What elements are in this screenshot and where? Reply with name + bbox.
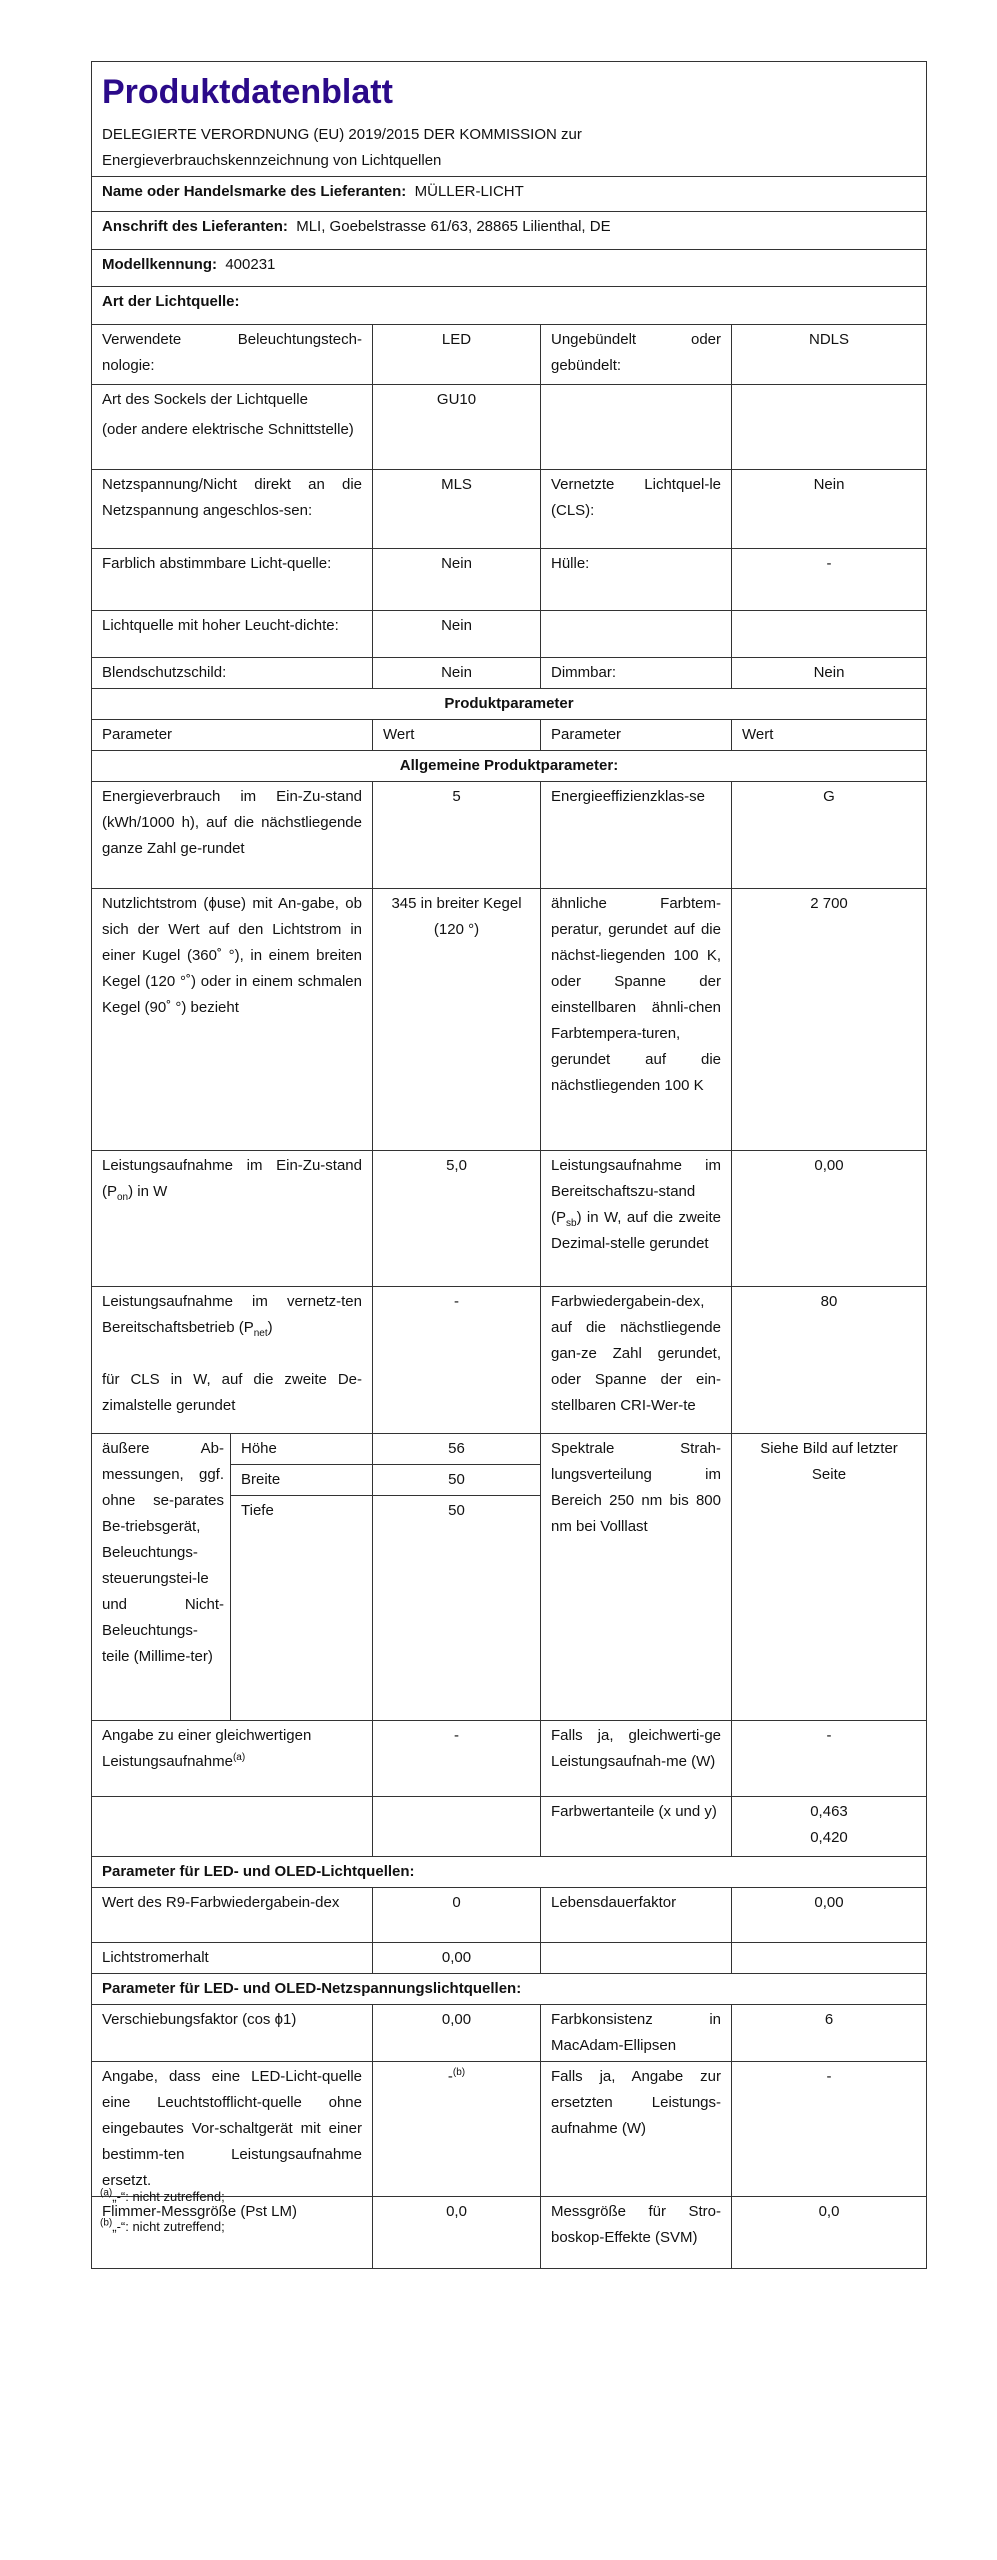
table-row: [92, 2062, 927, 2197]
param-value: 0: [373, 1888, 541, 1943]
param-label: Flimmer-Messgröße (Pst LM): [92, 2197, 373, 2269]
param-value: Nein: [373, 658, 541, 689]
footnotes: [100, 2182, 225, 2242]
table-row: [92, 1943, 927, 1974]
param-label: ähnliche Farbtem-peratur, gerundet auf die nächst-liegenden 100 K, oder Spanne der einstellbaren ähnli-chen Farbtempera-turen, gerundet auf die nächstliegenden 100 K: [541, 889, 732, 1151]
chromaticity-y: 0,420: [810, 1829, 848, 1846]
supplier-address-row: [92, 212, 927, 250]
table-row: [92, 1721, 927, 1797]
subscript: on: [117, 1192, 129, 1203]
value-text: -: [447, 2068, 453, 2085]
param-value: LED: [373, 325, 541, 385]
footnote: [100, 2212, 225, 2242]
depth-value: 50: [373, 1496, 541, 1721]
product-params-heading-row: [92, 689, 927, 720]
mains-params-heading: Parameter für LED- und OLED-Netzspannungslichtquellen:: [92, 1974, 927, 2005]
table-row: [92, 611, 927, 658]
page-title: Produktdatenblatt: [102, 73, 393, 111]
empty-cell: [541, 1943, 732, 1974]
column-header-row: [92, 720, 927, 751]
param-value: Nein: [732, 658, 927, 689]
param-label: Hülle:: [541, 549, 732, 611]
supplier-name-row: [92, 177, 927, 212]
table-row: [92, 1287, 927, 1434]
empty-cell: [541, 611, 732, 658]
footnote-text: „-“: nicht zutreffend;: [112, 2189, 225, 2204]
table-row: [92, 889, 927, 1151]
table-row: [92, 1888, 927, 1943]
param-value: GU10: [373, 385, 541, 470]
param-label: [92, 1151, 373, 1287]
param-label: Energieverbrauch im Ein-Zu-stand (kWh/1000 h), auf die nächstliegende ganze Zahl ge-rundet: [92, 782, 373, 889]
table-row: [92, 325, 927, 385]
param-label: Verschiebungsfaktor (cos ϕ1): [92, 2005, 373, 2062]
param-label: Messgröße für Stro-boskop-Effekte (SVM): [541, 2197, 732, 2269]
param-label: Angabe, dass eine LED-Licht-quelle eine Leuchtstofflicht-quelle ohne eingebautes Vor-schaltgerät mit einer bestimm-ten Leistungsaufnahme ersetzt.: [92, 2062, 373, 2197]
height-value: 56: [373, 1434, 541, 1465]
param-label: [92, 1721, 373, 1797]
footnote-ref: (a): [232, 1752, 246, 1763]
empty-cell: [541, 385, 732, 470]
regulation-line-2: Energieverbrauchskennzeichnung von Lichtquellen: [102, 152, 442, 169]
width-value: 50: [373, 1465, 541, 1496]
param-value: 80: [732, 1287, 927, 1434]
light-source-heading: Art der Lichtquelle:: [92, 287, 927, 325]
param-label: Vernetzte Lichtquel-le (CLS):: [541, 470, 732, 549]
footnote-ref: (b): [452, 2067, 466, 2078]
label-text: für CLS in W, auf die zweite De-zimalstelle gerundet: [102, 1371, 362, 1414]
param-value: -: [373, 1287, 541, 1434]
param-value: G: [732, 782, 927, 889]
param-value: Nein: [373, 549, 541, 611]
chromaticity-x: 0,463: [810, 1803, 848, 1820]
param-label: [541, 1151, 732, 1287]
param-label: Energieeffizienzklas-se: [541, 782, 732, 889]
param-label: Dimmbar:: [541, 658, 732, 689]
param-value: MLS: [373, 470, 541, 549]
label-text: ) in W: [128, 1183, 168, 1200]
depth-label: Tiefe: [231, 1496, 373, 1721]
label-text: Angabe zu einer gleichwertigen Leistungsaufnahme: [102, 1727, 312, 1770]
label-text: ) in W, auf die zweite Dezimal-stelle gerundet: [551, 1209, 721, 1252]
empty-cell: [373, 1797, 541, 1857]
param-value: 0,0: [373, 2197, 541, 2269]
param-value: -: [373, 1721, 541, 1797]
model-label: Modellkennung:: [102, 256, 217, 273]
supplier-name-value: MÜLLER-LICHT: [414, 183, 524, 200]
table-row: [92, 782, 927, 889]
empty-cell: [732, 385, 927, 470]
param-label: Nutzlichtstrom (ϕuse) mit An-gabe, ob sich der Wert auf den Lichtstrom in einer Kugel (360˚ °), in einem breiten Kegel (120 °˚) oder in einem schmalen Kegel (90˚ °) bezieht: [92, 889, 373, 1151]
dimensions-label: äußere Ab-messungen, ggf. ohne se-parates Be-triebsgerät, Beleuchtungs-steuerungstei-le und Nicht-Beleuchtungs-teile (Millime-ter): [92, 1434, 231, 1721]
param-value: -: [732, 549, 927, 611]
param-label: Blendschutzschild:: [92, 658, 373, 689]
supplier-address-label: Anschrift des Lieferanten:: [102, 218, 288, 235]
param-value: -: [732, 2062, 927, 2197]
param-label-note: (oder andere elektrische Schnittstelle): [102, 421, 354, 438]
table-row: [92, 549, 927, 611]
param-value: Siehe Bild auf letzter Seite: [732, 1434, 927, 1721]
table-row: [92, 1797, 927, 1857]
param-value: 345 in breiter Kegel (120 °): [373, 889, 541, 1151]
label-text: ): [267, 1319, 273, 1336]
led-params-heading: Parameter für LED- und OLED-Lichtquellen:: [92, 1857, 927, 1888]
table-row: [92, 2005, 927, 2062]
product-data-sheet: [91, 61, 926, 2269]
param-value: 6: [732, 2005, 927, 2062]
param-label: Farbwertanteile (x und y): [541, 1797, 732, 1857]
param-label: Spektrale Strah-lungsverteilung im Bereich 250 nm bis 800 nm bei Volllast: [541, 1434, 732, 1721]
dimensions-row: [92, 1434, 927, 1465]
param-label: Falls ja, gleichwerti-ge Leistungsaufnah-me (W): [541, 1721, 732, 1797]
footnote-mark: (a): [100, 2187, 113, 2199]
table-row: [92, 658, 927, 689]
param-value: 0,00: [373, 2005, 541, 2062]
param-value: 0,00: [732, 1888, 927, 1943]
subscript: net: [253, 1328, 268, 1339]
model-value: 400231: [225, 256, 276, 273]
param-label: Farblich abstimmbare Licht-quelle:: [92, 549, 373, 611]
width-label: Breite: [231, 1465, 373, 1496]
header-row: [92, 62, 927, 177]
param-label: Ungebündelt oder gebündelt:: [541, 325, 732, 385]
label-text: Leistungsaufnahme im vernetz-ten Bereitschaftsbetrieb (P: [102, 1293, 362, 1336]
param-value: [373, 2062, 541, 2197]
param-label: Lichtstromerhalt: [92, 1943, 373, 1974]
column-header-value: Wert: [373, 720, 541, 751]
param-label: Wert des R9-Farbwiedergabein-dex: [92, 1888, 373, 1943]
led-heading-row: [92, 1857, 927, 1888]
data-table: [91, 61, 927, 2269]
param-value: -: [732, 1721, 927, 1797]
footnote: [100, 2182, 225, 2212]
param-value: 0,0: [732, 2197, 927, 2269]
param-value: 0,00: [732, 1151, 927, 1287]
param-label: Netzspannung/Nicht direkt an die Netzspannung angeschlos-sen:: [92, 470, 373, 549]
param-value: 5: [373, 782, 541, 889]
table-row: [92, 1151, 927, 1287]
param-value: Nein: [732, 470, 927, 549]
param-label: Falls ja, Angabe zur ersetzten Leistungs-aufnahme (W): [541, 2062, 732, 2197]
param-value: Nein: [373, 611, 541, 658]
footnote-text: „-“: nicht zutreffend;: [112, 2219, 225, 2234]
label-text: Leistungsaufnahme im Ein-Zu-stand (P: [102, 1157, 362, 1200]
footnote-mark: (b): [100, 2217, 113, 2229]
supplier-address-value: MLI, Goebelstrasse 61/63, 28865 Lilienthal, DE: [296, 218, 611, 235]
label-text: Leistungsaufnahme im Bereitschaftszu-stand (P: [551, 1157, 721, 1226]
param-label: Lebensdauerfaktor: [541, 1888, 732, 1943]
param-value: 0,00: [373, 1943, 541, 1974]
param-label: Verwendete Beleuchtungstech-nologie:: [92, 325, 373, 385]
regulation-line-1: DELEGIERTE VERORDNUNG (EU) 2019/2015 DER KOMMISSION zur: [102, 126, 582, 143]
param-value: NDLS: [732, 325, 927, 385]
general-params-heading-row: [92, 751, 927, 782]
supplier-name-label: Name oder Handelsmarke des Lieferanten:: [102, 183, 407, 200]
empty-cell: [732, 611, 927, 658]
param-label: Farbwiedergabein-dex, auf die nächstliegende gan-ze Zahl gerundet, oder Spanne der ein-stellbaren CRI-Wer-te: [541, 1287, 732, 1434]
param-label: Art des Sockels der Lichtquelle: [102, 391, 308, 408]
mains-heading-row: [92, 1974, 927, 2005]
empty-cell: [92, 1797, 373, 1857]
empty-cell: [732, 1943, 927, 1974]
height-label: Höhe: [231, 1434, 373, 1465]
model-row: [92, 250, 927, 287]
param-label: Lichtquelle mit hoher Leucht-dichte:: [92, 611, 373, 658]
subscript: sb: [566, 1218, 577, 1229]
light-source-heading-row: [92, 287, 927, 325]
param-label: [92, 1287, 373, 1434]
table-row: [92, 385, 927, 470]
param-label: Farbkonsistenz in MacAdam-Ellipsen: [541, 2005, 732, 2062]
param-value: 2 700: [732, 889, 927, 1151]
column-header-parameter: Parameter: [92, 720, 373, 751]
product-params-heading: Produktparameter: [92, 689, 927, 720]
table-row: [92, 470, 927, 549]
general-params-heading: Allgemeine Produktparameter:: [92, 751, 927, 782]
column-header-value: Wert: [732, 720, 927, 751]
param-value: 5,0: [373, 1151, 541, 1287]
column-header-parameter: Parameter: [541, 720, 732, 751]
